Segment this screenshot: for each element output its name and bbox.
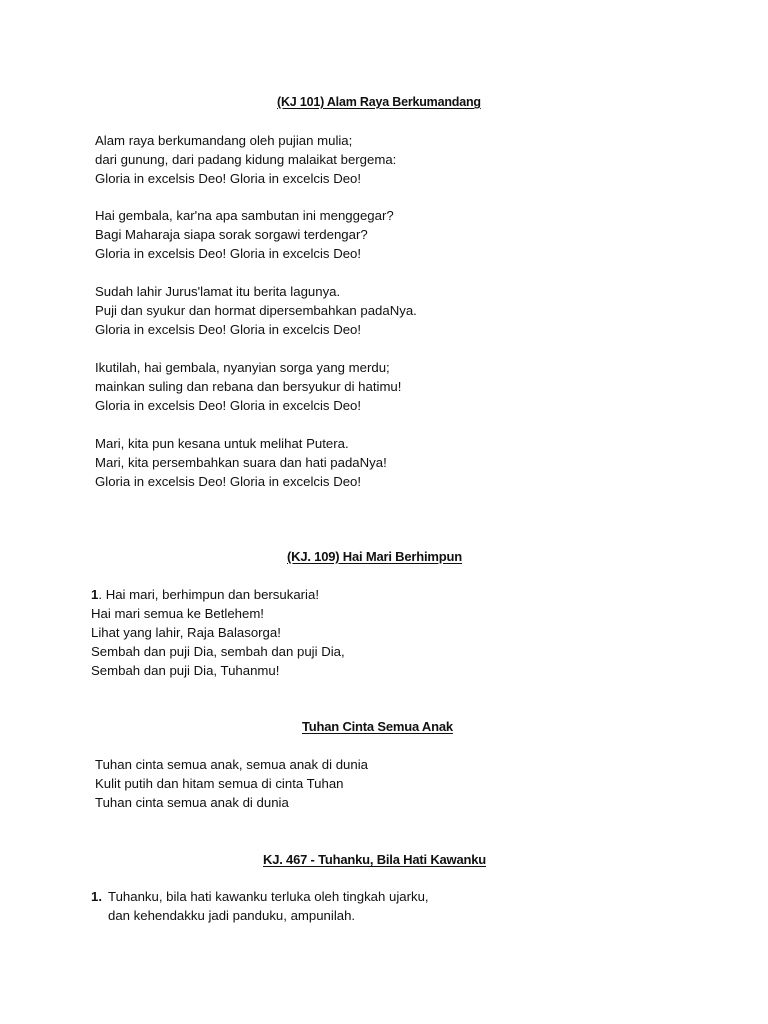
lyric-line: Gloria in excelsis Deo! Gloria in excelcis Deo! <box>95 322 362 337</box>
lyric-line: Mari, kita persembahkan suara dan hati padaNya! <box>95 455 387 470</box>
lyric-line: Tuhan cinta semua anak, semua anak di dunia <box>95 757 368 772</box>
lyric-line: Sudah lahir Jurus'lamat itu berita lagunya. <box>95 284 341 299</box>
verse-number: 1. <box>91 889 102 904</box>
lyric-line: Bagi Maharaja siapa sorak sorgawi terdengar? <box>95 227 368 242</box>
lyric-line: Hai gembala, kar'na apa sambutan ini menggegar? <box>95 208 394 223</box>
song-title: (KJ. 109) Hai Mari Berhimpun <box>287 549 462 564</box>
lyric-line: Sembah dan puji Dia, Tuhanmu! <box>91 663 280 678</box>
lyric-line: Kulit putih dan hitam semua di cinta Tuhan <box>95 776 344 791</box>
lyric-line: dan kehendakku jadi panduku, ampunilah. <box>108 908 356 923</box>
lyric-line: Alam raya berkumandang oleh pujian mulia; <box>95 133 353 148</box>
lyric-line: Hai mari semua ke Betlehem! <box>91 606 264 621</box>
song-title: Tuhan Cinta Semua Anak <box>302 719 453 734</box>
lyric-line: Gloria in excelsis Deo! Gloria in excelcis Deo! <box>95 171 362 186</box>
lyric-line: Gloria in excelsis Deo! Gloria in excelcis Deo! <box>95 398 362 413</box>
lyric-line: Gloria in excelsis Deo! Gloria in excelcis Deo! <box>95 474 362 489</box>
song-title: KJ. 467 - Tuhanku, Bila Hati Kawanku <box>263 852 487 867</box>
lyric-line: dari gunung, dari padang kidung malaikat bergema: <box>95 152 397 167</box>
lyric-line: Mari, kita pun kesana untuk melihat Putera. <box>95 436 349 451</box>
lyric-line: Sembah dan puji Dia, sembah dan puji Dia, <box>91 644 345 659</box>
lyric-line: Lihat yang lahir, Raja Balasorga! <box>91 625 281 640</box>
lyric-line: 1. Tuhanku, bila hati kawanku terluka oleh tingkah ujarku, <box>91 889 429 904</box>
song-title: (KJ 101) Alam Raya Berkumandang <box>277 95 481 109</box>
lyric-line: Gloria in excelsis Deo! Gloria in excelcis Deo! <box>95 246 362 261</box>
lyric-line: Puji dan syukur dan hormat dipersembahkan padaNya. <box>95 303 417 318</box>
verse-number: 1 <box>91 587 99 602</box>
lyric-line: 1. Hai mari, berhimpun dan bersukaria! <box>91 587 319 602</box>
lyric-line: Ikutilah, hai gembala, nyanyian sorga yang merdu; <box>95 360 390 375</box>
lyric-line: mainkan suling dan rebana dan bersyukur di hatimu! <box>95 379 402 394</box>
lyric-line: Tuhan cinta semua anak di dunia <box>95 795 289 810</box>
